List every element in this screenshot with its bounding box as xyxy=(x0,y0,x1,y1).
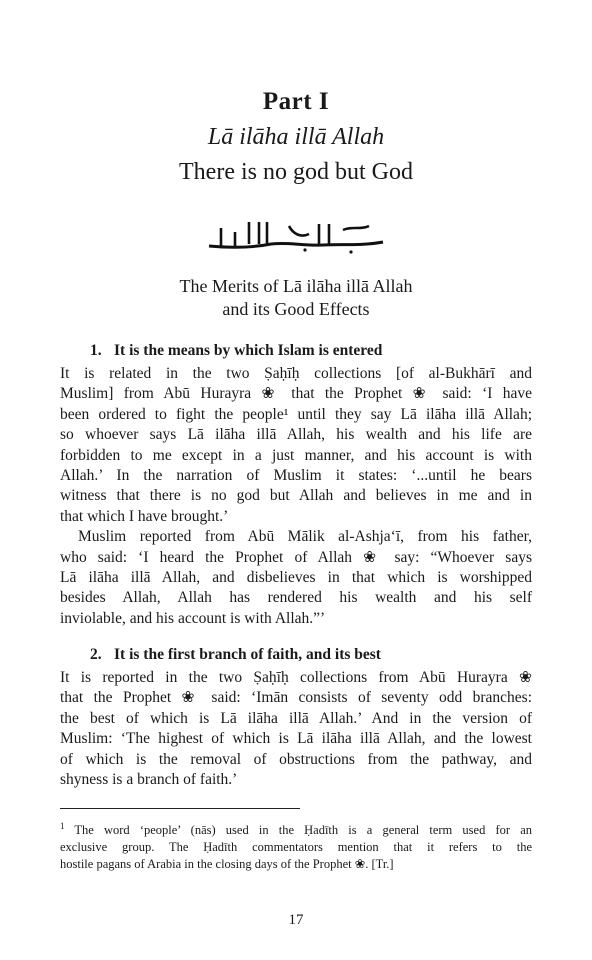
point-1-body: It is related in the two Ṣaḥīḥ collections [of al-Bukhārī and Muslim] from Abū Hurayra ❀ that the Prophet ❀ said: ‘I have been ordered to fight the people¹ until they say Lā ilāha illā Allah; so whoever says Lā ilāha illā Allah, his wealth and his life are forbidden to me except in a just manner, and his account is with Allah.’ In the narration of Muslim it states: ‘...until he bears witness that there is no god but Allah and believes in me and in that which I have brought.’ Muslim reported from Abū Mālik al-Ashja‘ī, from his father, who said: ‘I heard the Prophet of Allah ❀ say: “Whoever says Lā ilāha illā Allah, and disbelieves in that which is worshipped besides Allah, Allah has rendered his wealth and his self inviolable, and his account is with Allah.”’ xyxy=(60,365,532,627)
page-number: 17 xyxy=(288,912,304,928)
point-1-heading: 1. It is the means by which Islam is entered xyxy=(90,342,383,359)
footnote: $^1$ The word ‘people’ (nās) used in the Ḥadīth is a general term used for an exclusive group. The Ḥadīth commentators mention that it refers to the hostile pagans of Arabia in the closing days of the Prophet ❀. [Tr.] xyxy=(60,821,532,872)
basmala-calligraphy-icon xyxy=(201,208,391,256)
footnote-marker: 1 xyxy=(60,821,65,831)
part-title xyxy=(0,88,592,116)
part-subtitle-transliteration: Lā ilāha illā Allah xyxy=(207,124,385,150)
section-heading-line1: The Merits of Lā ilāha illā Allah xyxy=(179,276,413,296)
basmala-calligraphy xyxy=(0,208,592,261)
point-2-body: It is reported in the two Ṣaḥīḥ collections from Abū Hurayra ❀ that the Prophet ❀ said: ‘Imān consists of seventy odd branches: the best of which is Lā ilāha illā Allah.’ And in the version of Muslim: ‘The highest of which is Lā ilāha illā Allah, and the lowest of which is the removal of obstructions from the pathway, and shyness is a branch of faith.’ xyxy=(60,669,532,789)
footnote-divider xyxy=(60,808,300,809)
part-subtitle-english: There is no god but God xyxy=(179,159,413,185)
part-title-text: Part I xyxy=(262,88,330,115)
section-heading-line2: and its Good Effects xyxy=(222,299,370,319)
point-2-heading: 2. It is the first branch of faith, and its best xyxy=(90,646,381,663)
